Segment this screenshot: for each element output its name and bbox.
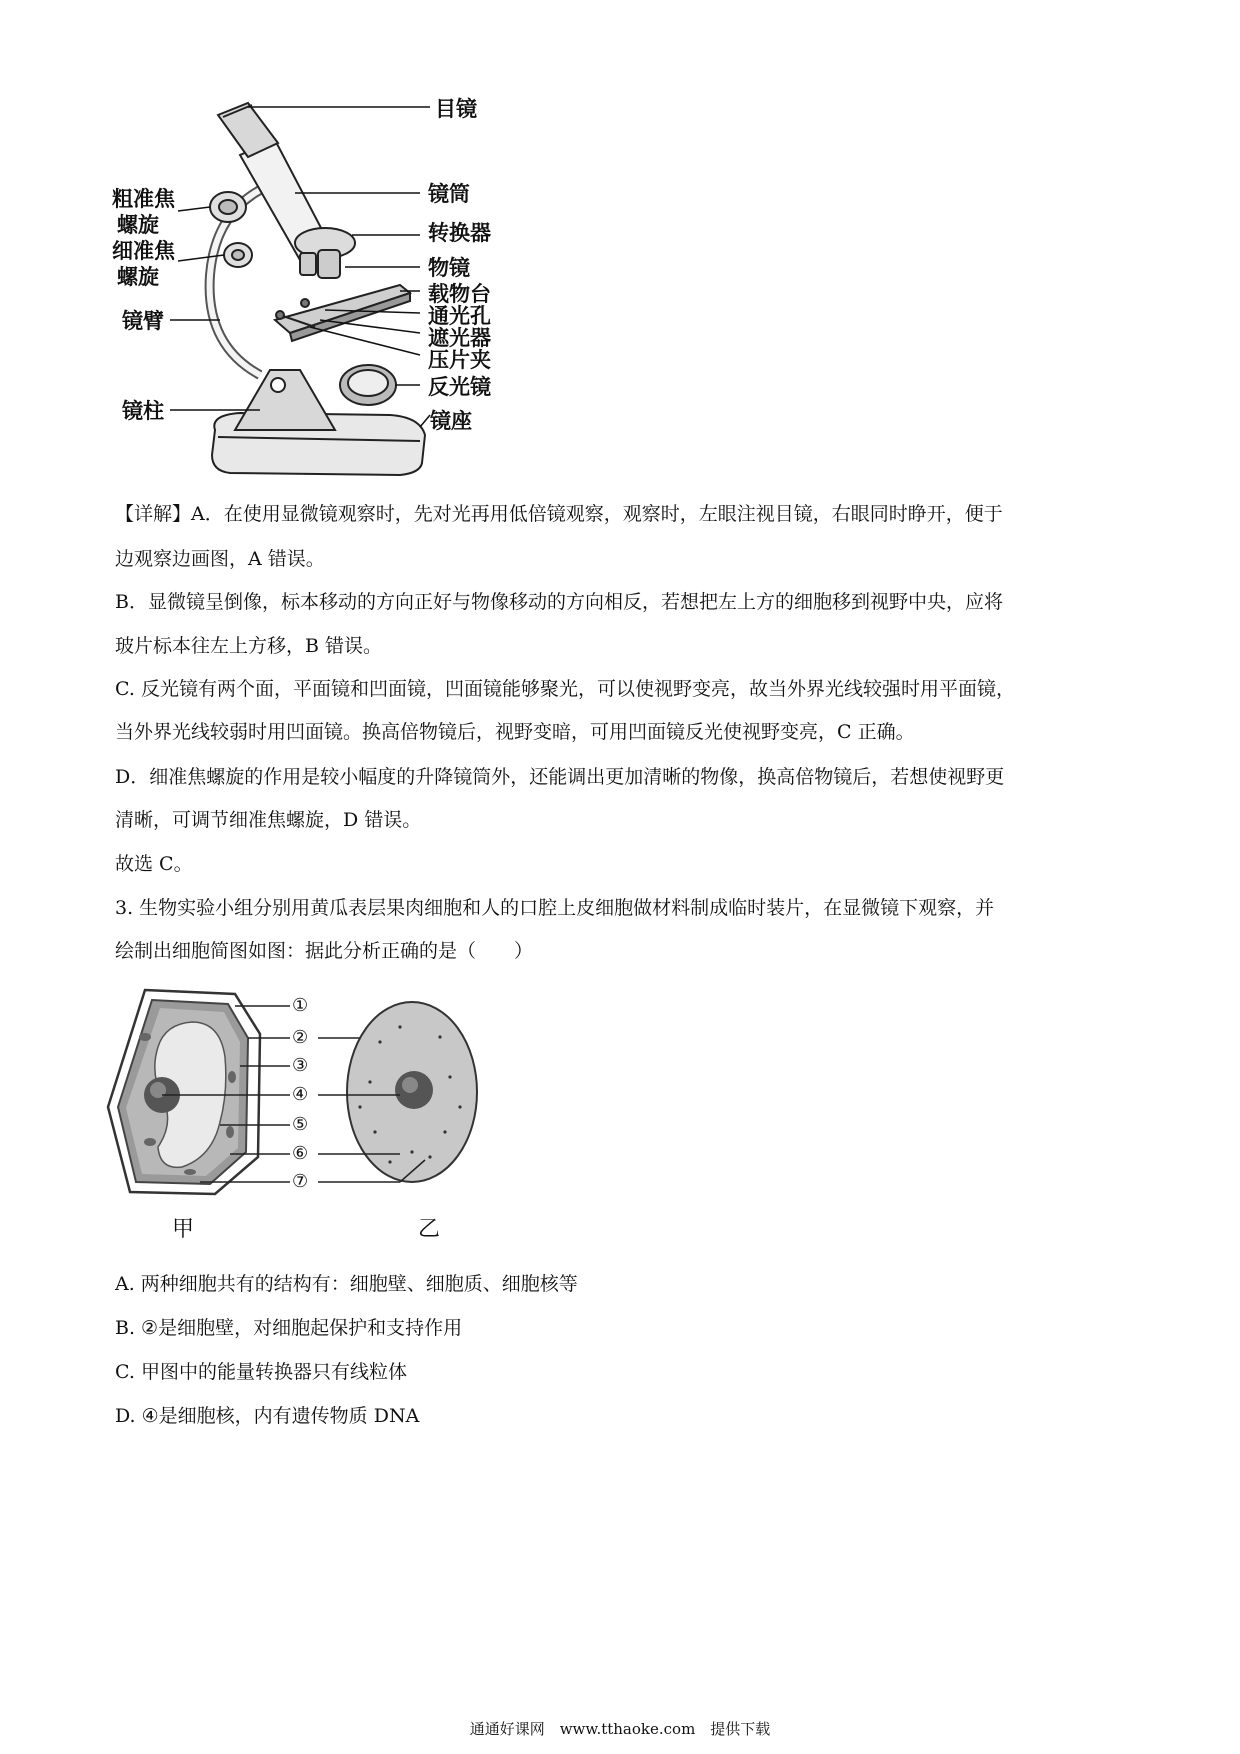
detail-a-line1: 【详解】A．在使用显微镜观察时，先对光再用低倍镜观察，观察时，左眼注视目镜，右眼同时睁开，便于 xyxy=(115,503,1003,525)
detail-a-line2: 边观察边画图，A 错误。 xyxy=(115,548,325,570)
label-arm: 镜臂 xyxy=(122,308,164,333)
label-aperture: 通光孔 xyxy=(428,303,491,328)
label-nosepiece: 转换器 xyxy=(428,220,491,245)
cell-number-1: ① xyxy=(292,995,309,1016)
option-a: A. 两种细胞共有的结构有：细胞壁、细胞质、细胞核等 xyxy=(115,1273,578,1295)
label-fine-1: 细准焦 xyxy=(112,238,175,263)
option-b: B. ②是细胞壁，对细胞起保护和支持作用 xyxy=(115,1317,463,1339)
cell-number-3: ③ xyxy=(292,1055,309,1076)
answer-line: 故选 C。 xyxy=(115,853,193,875)
label-eyepiece: 目镜 xyxy=(435,96,477,121)
label-objective: 物镜 xyxy=(428,255,470,280)
label-pillar: 镜柱 xyxy=(122,398,164,423)
label-stage: 载物台 xyxy=(428,281,491,306)
detail-b-line2: 玻片标本往左上方移，B 错误。 xyxy=(115,635,383,657)
cell-label-yi: 乙 xyxy=(418,1217,441,1242)
detail-c-line1: C. 反光镜有两个面，平面镜和凹面镜，凹面镜能够聚光，可以使视野变亮，故当外界光线较强时用平面镜， xyxy=(115,678,1015,700)
cell-number-2: ② xyxy=(292,1027,309,1048)
detail-d-line1: D．细准焦螺旋的作用是较小幅度的升降镜筒外，还能调出更加清晰的物像，换高倍物镜后，若想使视野更 xyxy=(115,766,1005,788)
detail-d-line2: 清晰，可调节细准焦螺旋，D 错误。 xyxy=(115,809,422,831)
cell-figure xyxy=(100,982,560,1242)
label-coarse-1: 粗准焦 xyxy=(112,186,175,211)
cell-label-jia: 甲 xyxy=(172,1217,195,1242)
cell-number-4: ④ xyxy=(292,1084,309,1105)
label-tube: 镜筒 xyxy=(428,181,470,206)
label-base: 镜座 xyxy=(430,408,472,433)
microscope-figure xyxy=(100,95,580,545)
option-d: D. ④是细胞核，内有遗传物质 DNA xyxy=(115,1405,420,1427)
question-3-line2: 绘制出细胞简图如图：据此分析正确的是（ ） xyxy=(115,940,534,962)
detail-b-line1: B．显微镜呈倒像，标本移动的方向正好与物像移动的方向相反，若想把左上方的细胞移到视野中央，应将 xyxy=(115,591,1003,613)
question-3-line1: 3. 生物实验小组分别用黄瓜表层果肉细胞和人的口腔上皮细胞做材料制成临时装片，在显微镜下观察，并 xyxy=(115,897,995,919)
label-coarse-2: 螺旋 xyxy=(117,212,159,237)
label-diaphragm: 遮光器 xyxy=(428,325,491,350)
label-clip: 压片夹 xyxy=(428,347,491,372)
option-c: C. 甲图中的能量转换器只有线粒体 xyxy=(115,1361,407,1383)
detail-c-line2: 当外界光线较弱时用凹面镜。换高倍物镜后，视野变暗，可用凹面镜反光使视野变亮，C 正确。 xyxy=(115,721,915,743)
cell-number-7: ⑦ xyxy=(292,1171,309,1192)
cell-number-5: ⑤ xyxy=(292,1114,309,1135)
label-mirror: 反光镜 xyxy=(428,374,491,399)
cell-number-6: ⑥ xyxy=(292,1143,309,1164)
label-fine-2: 螺旋 xyxy=(117,264,159,289)
page-footer: 通通好课网 www.tthaoke.com 提供下载 xyxy=(469,1720,771,1738)
